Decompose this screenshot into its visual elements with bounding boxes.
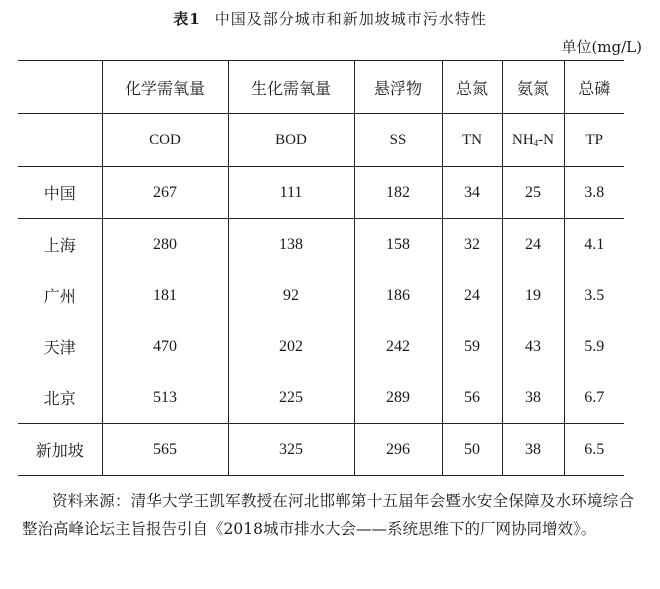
header-row-chinese [18, 61, 624, 114]
table-row [18, 167, 624, 219]
column-header-nh4n-cn: 氨氮 [502, 61, 564, 114]
cell-bod: 138 [228, 219, 354, 271]
header-row-abbreviation [18, 114, 624, 167]
table-row [18, 270, 624, 321]
cell-cod: 181 [102, 270, 228, 321]
cell-tn: 50 [442, 424, 502, 476]
cell-bod: 225 [228, 372, 354, 424]
cell-tn: 24 [442, 270, 502, 321]
cell-bod: 111 [228, 167, 354, 219]
cell-ss: 182 [354, 167, 442, 219]
cell-bod: 325 [228, 424, 354, 476]
column-header-ss-en: SS [354, 114, 442, 167]
table-title: 中国及部分城市和新加坡城市污水特性 [214, 10, 487, 28]
source-note: 资料来源：清华大学王凯军教授在河北邯郸第十五届年会暨水安全保障及水环境综合整治高峰论坛主旨报告引自《2018城市排水大会——系统思维下的厂网协同增效》。 [22, 492, 634, 538]
cell-ss: 158 [354, 219, 442, 271]
column-header-bod-en: BOD [228, 114, 354, 167]
cell-nh4n: 24 [502, 219, 564, 271]
cell-cod: 267 [102, 167, 228, 219]
cell-nh4n: 19 [502, 270, 564, 321]
cell-nh4n: 38 [502, 372, 564, 424]
cell-nh4n: 38 [502, 424, 564, 476]
cell-cod: 565 [102, 424, 228, 476]
cell-ss: 242 [354, 321, 442, 372]
row-city-label: 天津 [43, 338, 76, 357]
cell-ss: 296 [354, 424, 442, 476]
row-city-label: 新加坡 [18, 424, 102, 476]
nh4n-subscript: 4 [533, 137, 539, 148]
cell-tp: 6.7 [564, 372, 624, 424]
row-city-label: 北京 [18, 372, 102, 424]
cell-ss: 289 [354, 372, 442, 424]
cell-tp: 3.8 [564, 167, 624, 219]
cell-tp: 3.5 [564, 270, 624, 321]
cell-tn: 56 [442, 372, 502, 424]
column-header-tn-en: TN [442, 114, 502, 167]
cell-tn: 59 [442, 321, 502, 372]
header-corner [18, 61, 102, 114]
cell-cod: 280 [102, 219, 228, 271]
cell-tp: 5.9 [564, 321, 624, 372]
column-header-bod-cn: 生化需氧量 [228, 61, 354, 114]
table-label: 表1 [173, 10, 201, 28]
header-corner-lower [18, 114, 102, 167]
nh4n-main: NH [512, 131, 534, 148]
sewage-characteristics-table [18, 60, 624, 476]
row-city-label: 上海 [43, 236, 76, 255]
table-row [18, 219, 624, 271]
column-header-cod-en: COD [102, 114, 228, 167]
row-city-label: 中国 [18, 167, 102, 219]
cell-nh4n: 25 [502, 167, 564, 219]
cell-ss: 186 [354, 270, 442, 321]
nh4n-tail: -N [538, 131, 554, 148]
column-header-tp-en: TP [564, 114, 624, 167]
cell-nh4n: 43 [502, 321, 564, 372]
table-row [18, 424, 624, 476]
cell-tn: 34 [442, 167, 502, 219]
cell-cod: 513 [102, 372, 228, 424]
cell-bod: 92 [228, 270, 354, 321]
table-row [18, 321, 624, 372]
column-header-ss-cn: 悬浮物 [354, 61, 442, 114]
column-header-tp-cn: 总磷 [564, 61, 624, 114]
cell-tp: 4.1 [564, 219, 624, 271]
cell-cod: 470 [102, 321, 228, 372]
row-city-label: 广州 [43, 287, 76, 306]
column-header-tn-cn: 总氮 [442, 61, 502, 114]
unit-label: 单位(mg/L) [561, 38, 642, 56]
cell-tn: 32 [442, 219, 502, 271]
column-header-cod-cn: 化学需氧量 [102, 61, 228, 114]
column-header-nh4n-en [502, 114, 564, 167]
table-caption [0, 8, 660, 29]
cell-bod: 202 [228, 321, 354, 372]
table-row [18, 372, 624, 424]
cell-tp: 6.5 [564, 424, 624, 476]
